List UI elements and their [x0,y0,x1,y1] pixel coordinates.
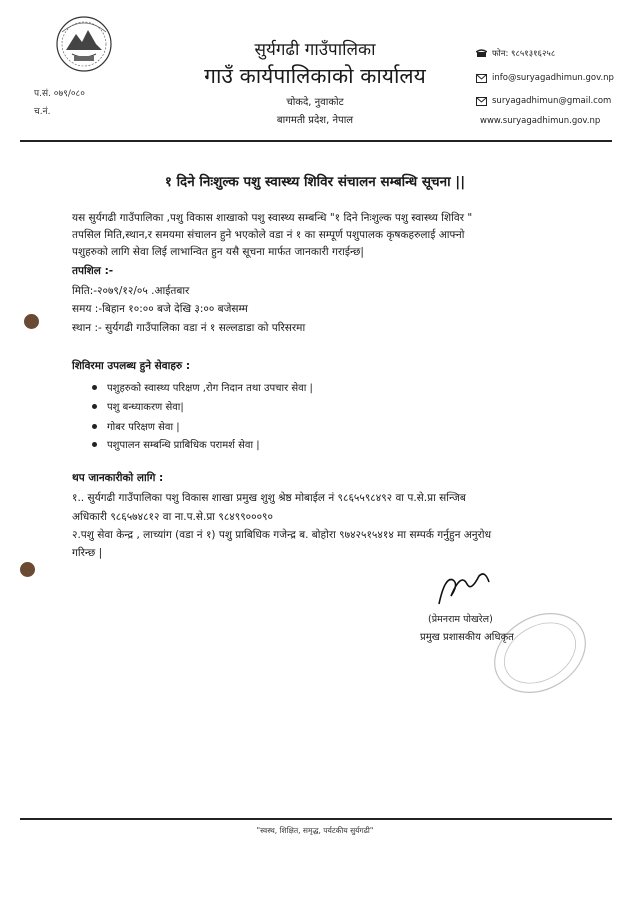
email-contact-2 [476,96,611,106]
website-contact [480,116,600,126]
email-address-1[interactable]: info@suryagadhimun.gov.np [492,73,614,83]
bullet-icon [92,385,97,390]
phone-icon [476,49,487,58]
event-time: समय :-बिहान १०:०० बजे देखि ३:०० बजेसम्म [72,303,248,315]
service-item: पशुपालन सम्बन्धि प्राबिधिक परामर्श सेवा | [92,437,260,451]
notice-title: १ दिने निःशुल्क पशु स्वास्थ्य शिविर संचालन सम्बन्धि सूचना || [164,174,466,190]
signatory-title: प्रमुख प्रशासकीय अधिकृत [420,632,514,643]
intro-line-1: यस सुर्यगढी गाउँपालिका ,पशु विकास शाखाको पशु स्वास्थ्य सम्बन्धि "१ दिने निःशुल्क पशु स्वास्थ्य शिविर " [72,212,473,224]
contact-line-2a: २.पशु सेवा केन्द्र , लाच्यांग (वडा नं १) पशु प्राबिधिक गजेन्द्र ब. बोहोरा ९७४२५१५४१४ मा सम्पर्क गर्नुहुन अनुरोध [72,529,492,541]
contact-line-1a: १.. सुर्यगढी गाउँपालिका पशु विकास शाखा प्रमुख शुशु श्रेष्ठ मोबाईल नं ९८६५५९८४९२ वा प.से.प्रा सन्जिब [72,492,466,504]
binder-hole-top [24,314,39,329]
services-heading: शिविरमा उपलब्ध हुने सेवाहरु : [72,360,191,372]
municipality-name: सुर्यगढी गाउँपालिका [254,40,376,60]
dispatch-number: च.नं. [34,107,51,117]
email-address-2[interactable]: suryagadhimun@gmail.com [492,96,612,106]
address-line-1: चोकदे, नुवाकोट [286,97,344,108]
bullet-icon [92,424,97,429]
email-icon [476,97,487,106]
intro-line-2: तपसिल मिति,स्थान,र समयमा संचालन हुने भएकोले वडा नं १ का सम्पूर्ण पशुपालक कृषकहरुलाई आफ्नो [72,229,465,241]
intro-line-3: पशुहरुको लागि सेवा लिई लाभान्वित हुन यसै सूचना मार्फत जानकारी गराईन्छ| [72,246,364,258]
event-place: स्थान :- सुर्यगढी गाउँपालिका वडा नं १ सल्लडाडा को परिसरमा [72,322,306,334]
service-item: पशुहरुको स्वास्थ्य परिक्षण ,रोग निदान तथा उपचार सेवा | [92,380,313,394]
phone-number: फोन: ९८५१३१६२५८ [492,49,556,59]
email-icon [476,74,487,83]
reference-number: प.सं. ०७९/०८० [34,89,85,99]
binder-hole-bottom [20,562,35,577]
bullet-icon [92,404,97,409]
office-name: गाउँ कार्यपालिकाको कार्यालय [204,64,426,88]
signatory-name: (प्रेमनराम पोखरेल) [428,614,493,625]
contact-line-2b: गरिन्छ | [72,547,103,559]
footer-motto: "स्वस्थ, शिक्षित, समृद्ध, पर्यटकीय सुर्यगढी" [256,826,374,835]
bullet-icon [92,442,97,447]
email-contact-1 [476,73,614,83]
website-link[interactable]: www.suryagadhimun.gov.np [480,116,601,126]
details-heading: तपशिल :- [72,265,114,277]
handwritten-signature [435,566,495,610]
contact-line-1b: अधिकारी ९८६५७४८१२ वा ना.प.से.प्रा ९८४९९०००९० [72,511,273,523]
service-item: पशु बन्ध्याकरण सेवा| [92,399,184,413]
address-line-2: बागमती प्रदेश, नेपाल [276,115,354,126]
phone-contact [476,48,555,59]
office-stamp [485,608,595,698]
contact-heading: थप जानकारीको लागि : [72,472,164,484]
footer-divider [20,818,612,820]
header-divider [20,140,612,142]
event-date: मिति:-२०७९/१२/०५ .आईतबार [72,285,190,297]
service-item: गोबर परिक्षण सेवा | [92,419,180,433]
